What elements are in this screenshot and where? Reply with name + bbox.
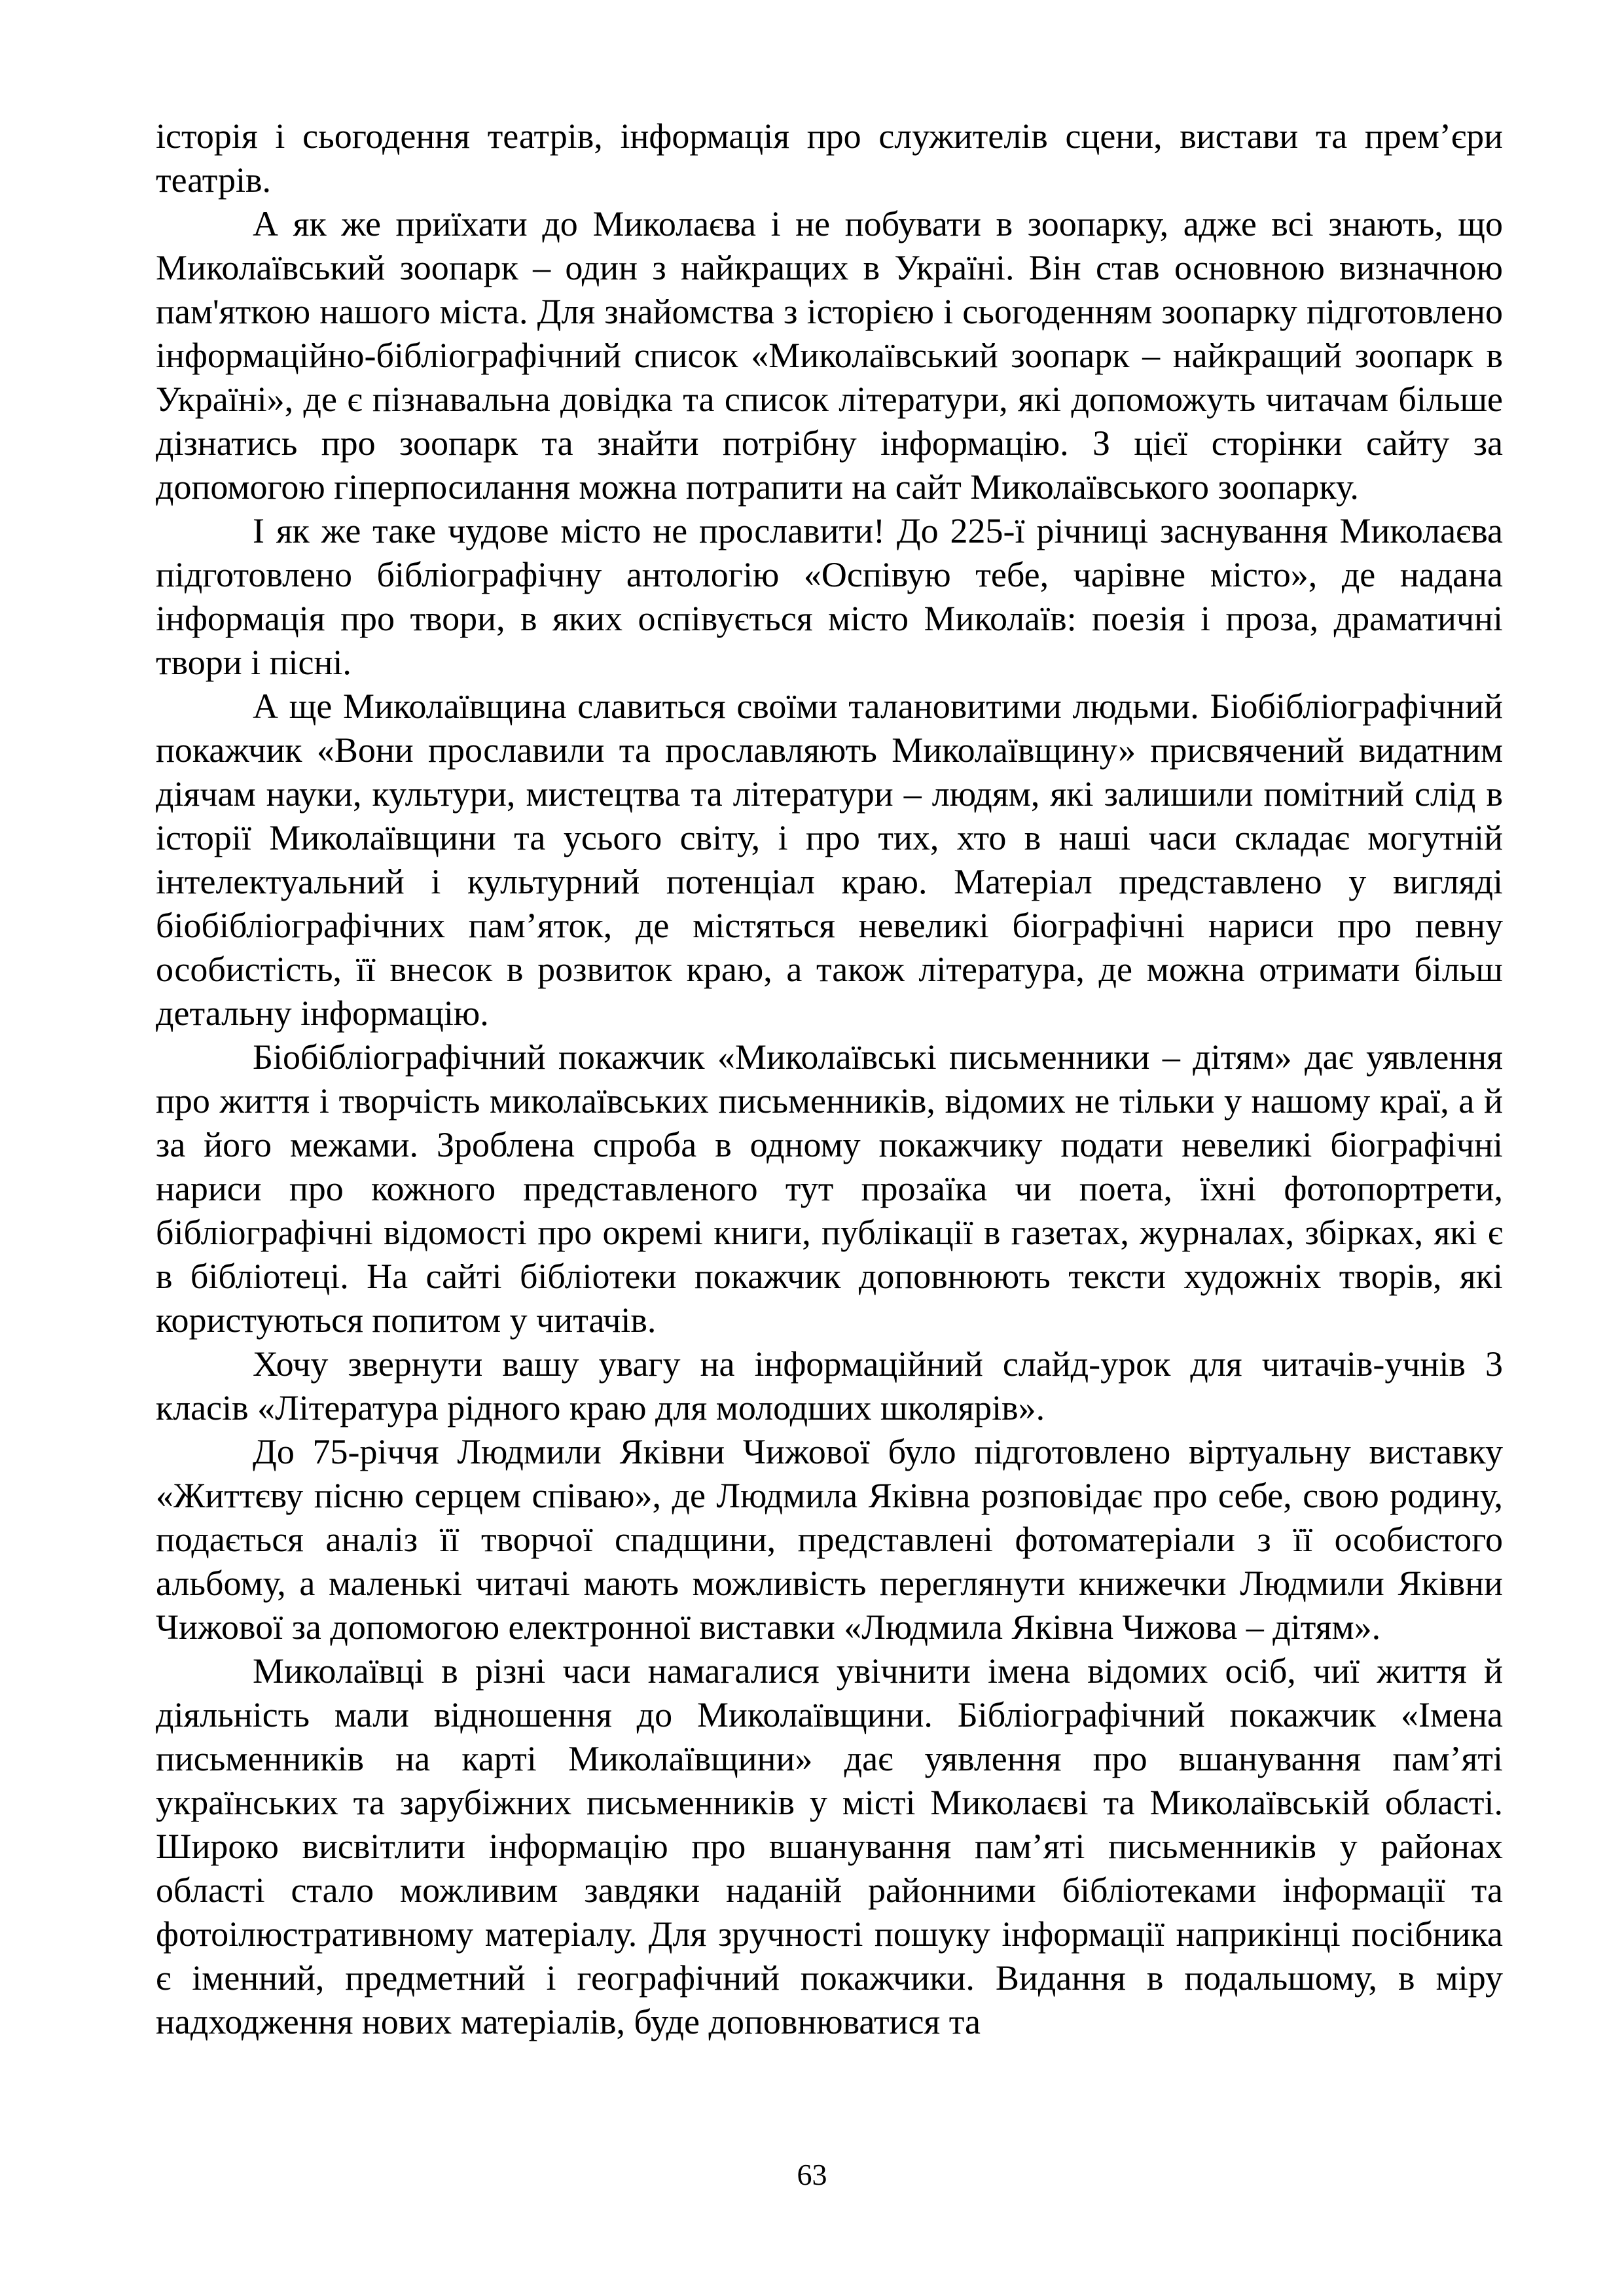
paragraph-theatres-continuation: історія і сьогодення театрів, інформація про служителів сцени, вистави та прем’єри театрів. <box>156 117 1503 200</box>
page-number: 63 <box>797 2158 827 2191</box>
paragraph-writers-names-map: Миколаївці в різні часи намагалися увічнити імена відомих осіб, чиї життя й діяльність мали відношення до Миколаївщини. Бібліографічний покажчик «Імена письменників на карті Миколаївщини» дає уявлення про вшанування пам’яті українських та зарубіжних письменників у місті Миколаєві та Миколаївській області. Широко висвітлити інформацію про вшанування пам’яті письменників у районах області стало можливим завдяки наданій районними бібліотеками інформації та фотоілюстративному матеріалу. Для зручності пошуку інформації наприкінці посібника є іменний, предметний і географічний покажчики. Видання в подальшому, в міру надходження нових матеріалів, буде доповнюватися та <box>156 1651 1503 2041</box>
paragraph-famous-people: А ще Миколаївщина славиться своїми талановитими людьми. Біобібліографічний покажчик «Вони прославили та прославляють Миколаївщину» присвячений видатним діячам науки, культури, мистецтва та літератури – людям, які залишили помітний слід в історії Миколаївщини та усього світу, і про тих, хто в наші часи складає могутній інтелектуальний і культурний потенціал краю. Матеріал представлено у вигляді біобібліографічних пам’яток, де містяться невеликі біографічні нариси про певну особистість, її внесок в розвиток краю, а також література, де можна отримати більш детальну інформацію. <box>156 687 1503 1033</box>
document-page <box>156 115 1503 2044</box>
paragraph-anthology: І як же таке чудове місто не прославити! До 225-ї річниці заснування Миколаєва підготовлено бібліографічну антологію «Оспівую тебе, чарівне місто», де надана інформація про твори, в яких оспівується місто Миколаїв: поезія і проза, драматичні твори і пісні. <box>156 511 1503 682</box>
paragraph-slide-lesson: Хочу звернути вашу увагу на інформаційний слайд-урок для читачів-учнів 3 класів «Література рідного краю для молодших школярів». <box>156 1344 1503 1427</box>
paragraph-writers-for-children: Біобібліографічний покажчик «Миколаївські письменники – дітям» дає уявлення про життя і творчість миколаївських письменників, відомих не тільки у нашому краї, а й за його межами. Зроблена спроба в одному покажчику подати невеликі біографічні нариси про кожного представленого тут прозаїка чи поета, їхні фотопортрети, бібліографічні відомості про окремі книги, публікації в газетах, журналах, збірках, які є в бібліотеці. На сайті бібліотеки покажчик доповнюють тексти художніх творів, які користуються попитом у читачів. <box>156 1037 1503 1340</box>
paragraph-zoo: А як же приїхати до Миколаєва і не побувати в зоопарку, адже всі знають, що Миколаївський зоопарк – один з найкращих в Україні. Він став основною визначною пам'яткою нашого міста. Для знайомства з історією і сьогоденням зоопарку підготовлено інформаційно-бібліографічний список «Миколаївський зоопарк – найкращий зоопарк в Україні», де є пізнавальна довідка та список літератури, які допоможуть читачам більше дізнатись про зоопарк та знайти потрібну інформацію. З цієї сторінки сайту за допомогою гіперпосилання можна потрапити на сайт Миколаївського зоопарку. <box>156 204 1503 507</box>
paragraph-chyzhova-exhibition: До 75-річчя Людмили Яківни Чижової було підготовлено віртуальну виставку «Життєву пісню серцем співаю», де Людмила Яківна розповідає про себе, свою родину, подається аналіз її творчої спадщини, представлені фотоматеріали з її особистого альбому, а маленькі читачі мають можливість переглянути книжечки Людмили Яківни Чижової за допомогою електронної виставки «Людмила Яківна Чижова – дітям». <box>156 1432 1503 1647</box>
